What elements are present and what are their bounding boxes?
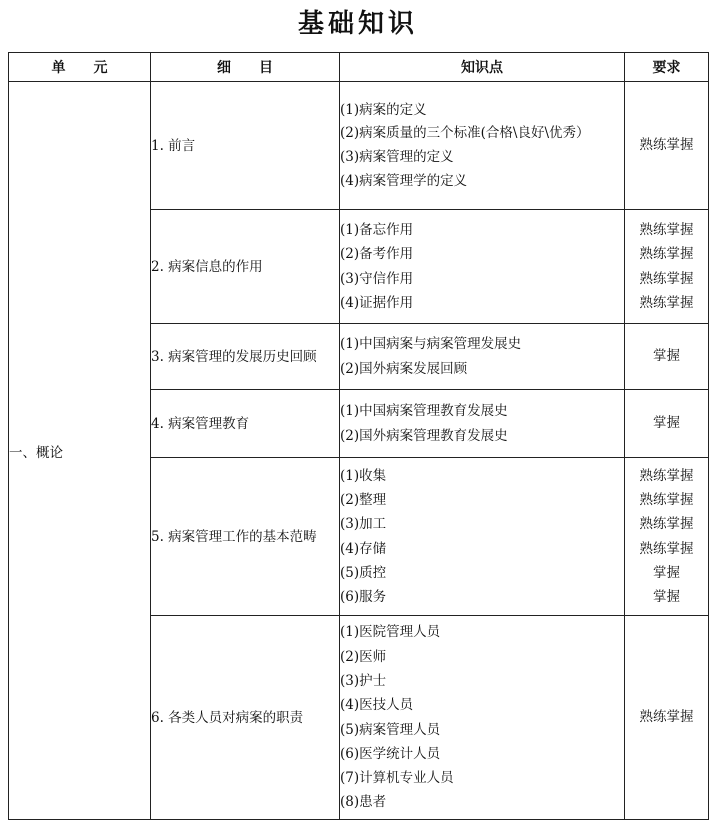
knowledge-point: (2)整理 bbox=[340, 491, 387, 508]
requirement-cell bbox=[625, 82, 709, 210]
knowledge-point: (2)备考作用 bbox=[340, 246, 414, 263]
knowledge-point: (1)医院管理人员 bbox=[340, 624, 441, 641]
requirement-value: 掌握 bbox=[653, 415, 680, 432]
knowledge-point: (2)国外病案管理教育发展史 bbox=[340, 427, 508, 444]
table-row bbox=[9, 82, 709, 210]
requirement-value: 熟练掌握 bbox=[639, 540, 694, 557]
requirement-cell bbox=[625, 390, 709, 458]
requirement-value: 熟练掌握 bbox=[639, 270, 694, 287]
requirement-cell bbox=[625, 458, 709, 616]
requirement-value: 熟练掌握 bbox=[639, 294, 694, 311]
points-cell bbox=[340, 210, 625, 324]
knowledge-point: (1)中国病案管理教育发展史 bbox=[340, 403, 508, 420]
requirement-value: 熟练掌握 bbox=[639, 491, 694, 508]
item-cell bbox=[151, 616, 340, 820]
item-label: 2. 病案信息的作用 bbox=[151, 258, 263, 275]
document-title: 基础知识 bbox=[297, 9, 418, 39]
knowledge-point: (7)计算机专业人员 bbox=[340, 770, 454, 787]
unit-cell: 一、概论 bbox=[9, 82, 151, 820]
knowledge-point: (5)病案管理人员 bbox=[340, 721, 441, 738]
points-cell bbox=[340, 82, 625, 210]
header-points: 知识点 bbox=[340, 53, 625, 82]
item-label: 3. 病案管理的发展历史回顾 bbox=[151, 348, 317, 365]
requirement-value: 掌握 bbox=[653, 564, 680, 581]
requirement-value: 掌握 bbox=[653, 348, 680, 365]
requirement-value: 熟练掌握 bbox=[639, 246, 694, 263]
knowledge-point: (4)病案管理学的定义 bbox=[340, 173, 468, 190]
points-cell bbox=[340, 616, 625, 820]
requirement-cell bbox=[625, 210, 709, 324]
requirement-value: 熟练掌握 bbox=[639, 516, 694, 533]
requirement-value: 熟练掌握 bbox=[639, 709, 694, 726]
requirement-value: 掌握 bbox=[653, 589, 680, 606]
item-label: 1. 前言 bbox=[151, 137, 196, 154]
knowledge-point: (8)患者 bbox=[340, 794, 387, 811]
knowledge-point: (1)中国病案与病案管理发展史 bbox=[340, 336, 522, 353]
syllabus-table bbox=[8, 52, 709, 820]
header-item: 细 目 bbox=[151, 53, 340, 82]
table-header-row bbox=[9, 53, 709, 82]
knowledge-point: (3)加工 bbox=[340, 516, 387, 533]
knowledge-point: (2)病案质量的三个标准(合格\良好\优秀） bbox=[340, 124, 590, 141]
knowledge-point: (5)质控 bbox=[340, 564, 387, 581]
requirement-cell bbox=[625, 324, 709, 390]
item-cell bbox=[151, 324, 340, 390]
header-requirement: 要求 bbox=[625, 53, 709, 82]
requirement-cell bbox=[625, 616, 709, 820]
requirement-value: 熟练掌握 bbox=[639, 221, 694, 238]
knowledge-point: (4)存储 bbox=[340, 540, 387, 557]
points-cell bbox=[340, 390, 625, 458]
requirement-value: 熟练掌握 bbox=[639, 467, 694, 484]
knowledge-point: (1)备忘作用 bbox=[340, 221, 414, 238]
points-cell bbox=[340, 458, 625, 616]
requirement-value: 熟练掌握 bbox=[639, 137, 694, 154]
item-cell bbox=[151, 458, 340, 616]
item-cell bbox=[151, 82, 340, 210]
knowledge-point: (6)服务 bbox=[340, 589, 387, 606]
item-label: 4. 病案管理教育 bbox=[151, 415, 250, 432]
knowledge-point: (3)护士 bbox=[340, 672, 387, 689]
knowledge-point: (3)守信作用 bbox=[340, 270, 414, 287]
item-cell bbox=[151, 210, 340, 324]
item-label: 5. 病案管理工作的基本范畴 bbox=[151, 528, 317, 545]
knowledge-point: (4)医技人员 bbox=[340, 697, 414, 714]
knowledge-point: (3)病案管理的定义 bbox=[340, 148, 454, 165]
item-label: 6. 各类人员对病案的职责 bbox=[151, 709, 304, 726]
knowledge-point: (2)国外病案发展回顾 bbox=[340, 360, 468, 377]
knowledge-point: (2)医师 bbox=[340, 648, 387, 665]
header-unit: 单 元 bbox=[9, 53, 151, 82]
item-cell bbox=[151, 390, 340, 458]
knowledge-point: (4)证据作用 bbox=[340, 294, 414, 311]
knowledge-point: (1)病案的定义 bbox=[340, 101, 427, 118]
knowledge-point: (6)医学统计人员 bbox=[340, 745, 441, 762]
knowledge-point: (1)收集 bbox=[340, 467, 387, 484]
points-cell bbox=[340, 324, 625, 390]
